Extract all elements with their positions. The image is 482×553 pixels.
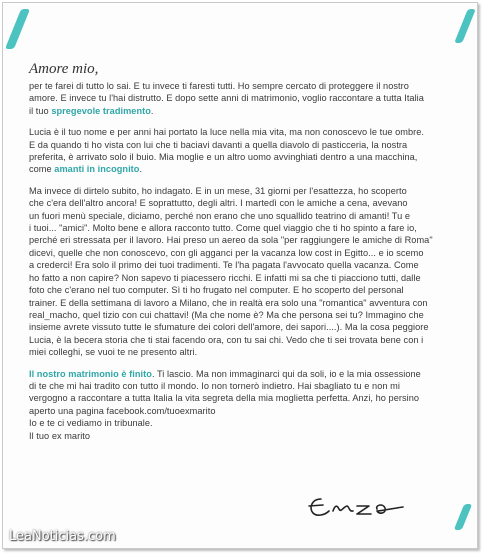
text-line: insieme avrete vissuto tutte le sfumature dei colori dell'amore, dei sapori....). Ma la cosa peggiore	[29, 322, 429, 333]
text-line: dicevi, quelle che non conoscevo, con gli agganci per la vacanza low cost in Egitto... e io scemo	[29, 247, 424, 258]
closing-line: Il tuo ex marito	[29, 430, 91, 441]
text-line: di te che mi hai tradito con tutto il mondo. Io non tornerò indietro. Hai sbagliato tu e non mi	[29, 380, 400, 391]
text-line: foto che c'erano nel tuo computer. Sì ti ho frugato nel computer. E ho scoperto del personal	[29, 285, 404, 296]
text-line: .	[150, 105, 154, 116]
text-line: trainer. E della settimana di lavoro a Milano, che in realtà era solo una "romantica" avventura con	[29, 297, 428, 308]
letter-page	[2, 2, 478, 549]
text-line: Lucia, è la becera storia che ti stai facendo ora, con tu sai chi. Vedo che ti sei trovata bene con i	[29, 334, 424, 345]
salutation: Amore mio,	[29, 61, 99, 77]
text-line: il tuo	[29, 105, 52, 116]
text-line: real_macho, quel tizio con cui chattavi! (Ma che nome è? Ma che persona sei tu? Immagino che	[29, 309, 424, 320]
teal-accent-stroke	[454, 504, 473, 530]
text-line: ho fatto a non capire? Non sapevo ti piacessero ricchi. E infatti mi sa che ti piacciono tutti, dalle	[29, 272, 421, 283]
text-line: per te farei di tutto lo sai. E tu invece ti faresti tutti. Ho sempre cercato di proteggere il nostro	[29, 81, 409, 91]
text-line: che c'era dell'altro ancora! E soprattutto, degli altri. I martedì con le amiche a cena, avevano	[29, 198, 408, 209]
text-line: preferita, è arrivato solo il buio. Mia moglie e un altro uomo avvinghiati dentro a una macchina,	[29, 152, 418, 163]
watermark: LeaNoticias.com	[9, 529, 116, 544]
text-line: a crederci! Era solo il primo dei tuoi tradimenti. Te l'ha pagata l'avvocato quella vacanza. Come	[29, 260, 419, 271]
paragraph-4	[29, 368, 465, 442]
text-line: . Ti lascio. Ma non immaginarci qui da soli, io e la mia ossessione	[151, 368, 421, 379]
text-line: aperto una pagina facebook.com/tuoexmarito	[29, 405, 216, 416]
highlight-phrase: amanti in incognito	[54, 164, 140, 175]
handwritten-signature	[303, 487, 423, 527]
text-line: Io e te ci vediamo in tribunale.	[29, 418, 153, 429]
paragraph-3	[29, 185, 465, 359]
text-line: vergogno a raccontare a tutta Italia la vita segreta della mia moglietta perfetta. Anzi, ho persino	[29, 393, 420, 404]
text-line: E da quando ti ho vista con lui che ti baciavi davanti a quella diavolo di pasticceria, la nostra	[29, 139, 408, 150]
text-line: come	[29, 164, 55, 175]
text-line: amore. E invece tu l'hai distrutto. E dopo sette anni di matrimonio, voglio raccontare a tutta Italia	[29, 93, 424, 104]
paragraph-2	[29, 126, 465, 176]
paragraph-1	[29, 80, 465, 117]
teal-accent-stroke	[5, 9, 30, 49]
letter-body	[29, 61, 465, 442]
text-line: miei colleghi, se vuoi te ne presento altri.	[29, 347, 198, 358]
highlight-phrase: Il nostro matrimonio è finito	[29, 368, 152, 379]
text-line: Lucia è il tuo nome e per anni hai portato la luce nella mia vita, ma non conoscevo le tue ombre.	[29, 127, 425, 138]
teal-accent-stroke	[454, 9, 476, 43]
highlight-phrase: spregevole tradimento	[51, 105, 151, 116]
text-line: Ma invece di dirtelo subito, ho indagato. E in un mese, 31 giorni per l'esattezza, ho scoperto	[29, 185, 407, 196]
text-line: perché eri stressata per il lavoro. Hai preso un aereo da sola "per raggiungere le amiche di Roma"	[29, 235, 433, 246]
text-line: un fuori menù speciale, diciamo, perché non erano che uno squallido teatrino di amanti! Tu e	[29, 210, 411, 221]
text-line: i tuoi... "amici". Molto bene e allora racconto tutto. Come quel viaggio che ti ho spinto a fare io,	[29, 223, 417, 234]
text-line: .	[139, 164, 143, 175]
